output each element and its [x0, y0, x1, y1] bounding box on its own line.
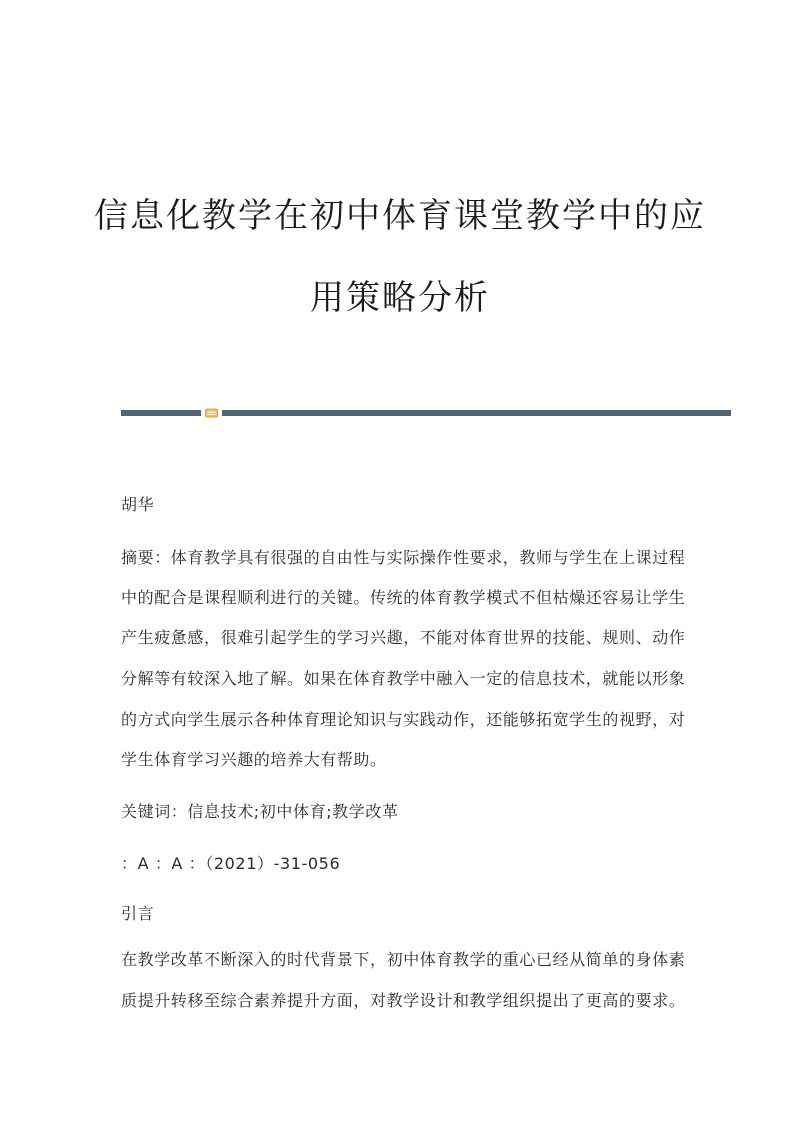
classification-number: ：A ：A ：（2021）-31-056: [121, 854, 341, 873]
abstract-line: 中的配合是课程顺利进行的关键。传统的体育教学模式不但枯燥还容易让学生: [121, 588, 686, 607]
document-emblem-icon: [205, 408, 218, 418]
intro-line: 在教学改革不断深入的时代背景下，初中体育教学的重心已经从简单的身体素: [121, 950, 686, 969]
intro-heading: 引言: [121, 904, 155, 923]
abstract-line: 摘要：体育教学具有很强的自由性与实际操作性要求，教师与学生在上课过程: [121, 548, 686, 567]
divider-bar-left: [121, 410, 201, 416]
title-divider: [121, 408, 731, 416]
abstract-line: 产生疲惫感，很难引起学生的学习兴趣，不能对体育世界的技能、规则、动作: [121, 628, 686, 647]
document-title-line-2: 用策略分析: [310, 278, 490, 318]
abstract-line: 学生体育学习兴趣的培养大有帮助。: [121, 750, 387, 769]
abstract-line: 分解等有较深入地了解。如果在体育教学中融入一定的信息技术，就能以形象: [121, 669, 686, 688]
intro-line: 质提升转移至综合素养提升方面，对教学设计和教学组织提出了更高的要求。: [121, 991, 686, 1010]
document-title-line-1: 信息化教学在初中体育课堂教学中的应: [94, 196, 706, 236]
abstract-line: 的方式向学生展示各种体育理论知识与实践动作，还能够拓宽学生的视野，对: [121, 710, 686, 729]
keywords: 关键词：信息技术;初中体育;教学改革: [121, 802, 399, 821]
divider-bar-right: [222, 410, 731, 416]
author: 胡华: [121, 495, 155, 514]
